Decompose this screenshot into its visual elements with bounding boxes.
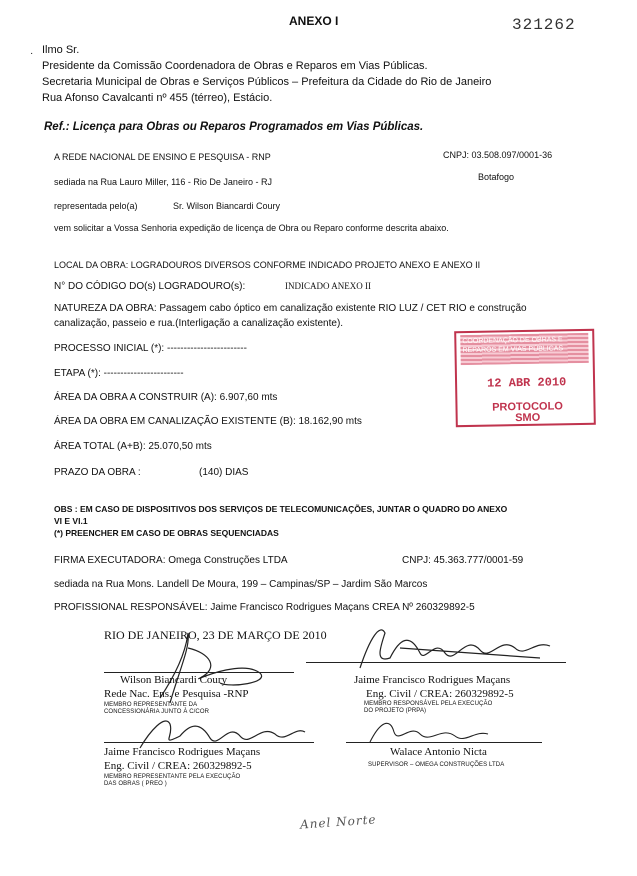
obs-line-1: OBS : EM CASO DE DISPOSITIVOS DOS SERVIÇOS DE TELECOMUNICAÇÕES, JUNTAR O QUADRO DO ANEXO [54,504,508,514]
signature-scribble-2 [340,618,560,678]
page-title: ANEXO I [289,14,339,28]
work-nature-line-2: canalização, passeio e rua.(Interligação a canalização existente). [54,318,344,329]
signature-line-3 [104,742,314,743]
addressee-line-1: Ilmo Sr. [42,44,80,56]
signer-3-role: Eng. Civil / CREA: 260329892-5 [104,760,252,772]
stamp-date: 12 ABR 2010 [486,375,567,391]
executor-address: sediada na Rua Mons. Landell De Moura, 199 – Campinas/SP – Jardim São Marcos [54,579,428,590]
signer-3-note-2: DAS OBRAS ( PREO ) [104,781,167,787]
signer-2-note-1: MEMBRO RESPONSÁVEL PELA EXECUÇÃO [364,701,493,707]
signer-2-note-2: DO PROJETO (PRPA) [364,708,427,714]
protocol-number: 321262 [512,16,576,34]
requester-representative-label: representada pelo(a) [54,201,138,211]
signer-2-role: Eng. Civil / CREA: 260329892-5 [366,688,514,700]
deadline-label: PRAZO DA OBRA : [54,467,141,478]
obs-line-3: (*) PREENCHER EM CASO DE OBRAS SEQUENCIADAS [54,528,279,538]
signature-line-4 [346,742,542,743]
street-code-value: INDICADO ANEXO II [285,281,371,291]
request-statement: vem solicitar a Vossa Senhoria expedição de licença de Obra ou Reparo conforme descrita abaixo. [54,223,449,233]
deadline-value: (140) DIAS [199,467,249,478]
requester-address: sediada na Rua Lauro Miller, 116 - Rio De Janeiro - RJ [54,177,272,187]
addressee-line-2: Presidente da Comissão Coordenadora de Obras e Reparos em Vias Públicas. [42,60,428,72]
signer-4-note: SUPERVISOR – OMEGA CONSTRUÇÕES LTDA [368,762,505,768]
signature-line-1 [104,672,294,673]
signer-2-name: Jaime Francisco Rodrigues Maçans [354,674,511,686]
initial-process: PROCESSO INICIAL (*): ------------------------ [54,343,247,354]
requester-representative: Sr. Wilson Biancardi Coury [173,201,281,211]
area-a-row [54,392,277,403]
reference-line: Ref.: Licença para Obras ou Reparos Programados em Vias Públicas. [44,121,424,133]
requester-name: A REDE NACIONAL DE ENSINO E PESQUISA - RNP [54,152,271,162]
executor-firm: FIRMA EXECUTADORA: Omega Construções LTDA [54,555,288,566]
area-b-label: ÁREA DA OBRA EM CANALIZAÇÃO EXISTENTE (B): [54,416,299,427]
responsible-professional: PROFISSIONAL RESPONSÁVEL: Jaime Francisco Rodrigues Maçans CREA Nº 260329892-5 [54,602,475,613]
area-total-label: ÁREA TOTAL (A+B): [54,441,149,452]
area-a-label: ÁREA DA OBRA A CONSTRUIR (A): [54,392,220,403]
requester-cnpj: CNPJ: 03.508.097/0001-36 [443,150,553,160]
stamp-header-text: COORDENAÇÃO DE OBRAS E REPAROS EM VIAS PÚBLICAS [462,336,564,355]
bullet-mark: · [30,48,34,59]
signer-1-note-1: MEMBRO REPRESENTANTE DA [104,702,198,708]
signer-1-name: Wilson Biancardi Coury [120,674,228,686]
signer-3-note-1: MEMBRO REPRESENTANTE PELA EXECUÇÃO [104,774,241,780]
addressee-line-3: Secretaria Municipal de Obras e Serviços Públicos – Prefeitura da Cidade do Rio de Janeiro [42,76,492,88]
signer-1-note-2: CONCESSIONÁRIA JUNTO À C/COR [104,709,210,715]
protocol-stamp [454,329,596,427]
stamp-label: PROTOCOLO SMO [492,400,563,425]
executor-cnpj: CNPJ: 45.363.777/0001-59 [402,555,524,566]
obs-line-2: VI E VI.1 [54,516,88,526]
area-a-value: 6.907,60 mts [219,392,278,403]
signer-1-role: Rede Nac. Ens. e Pesquisa -RNP [104,688,249,700]
street-code-label: N° DO CÓDIGO DO(s) LOGRADOURO(s): [54,281,246,292]
area-b-row [54,416,362,427]
area-b-value: 18.162,90 mts [298,416,362,427]
handwritten-note: Anel Norte [299,812,377,832]
signature-line-2 [306,662,566,663]
signer-4-name: Walace Antonio Nicta [390,746,487,758]
area-total-value: 25.070,50 mts [148,441,212,452]
signer-3-name: Jaime Francisco Rodrigues Maçans [104,746,261,758]
area-total-row [54,441,212,452]
work-location: LOCAL DA OBRA: LOGRADOUROS DIVERSOS CONFORME INDICADO PROJETO ANEXO E ANEXO II [54,260,481,270]
stage: ETAPA (*): ------------------------ [54,368,184,379]
addressee-line-4: Rua Afonso Cavalcanti nº 455 (térreo), Estácio. [42,92,273,104]
work-nature-line-1: NATUREZA DA OBRA: Passagem cabo óptico em canalização existente RIO LUZ / CET RIO e construção [54,303,527,314]
place-date: RIO DE JANEIRO, 23 DE MARÇO DE 2010 [104,628,327,642]
requester-district: Botafogo [478,172,515,182]
